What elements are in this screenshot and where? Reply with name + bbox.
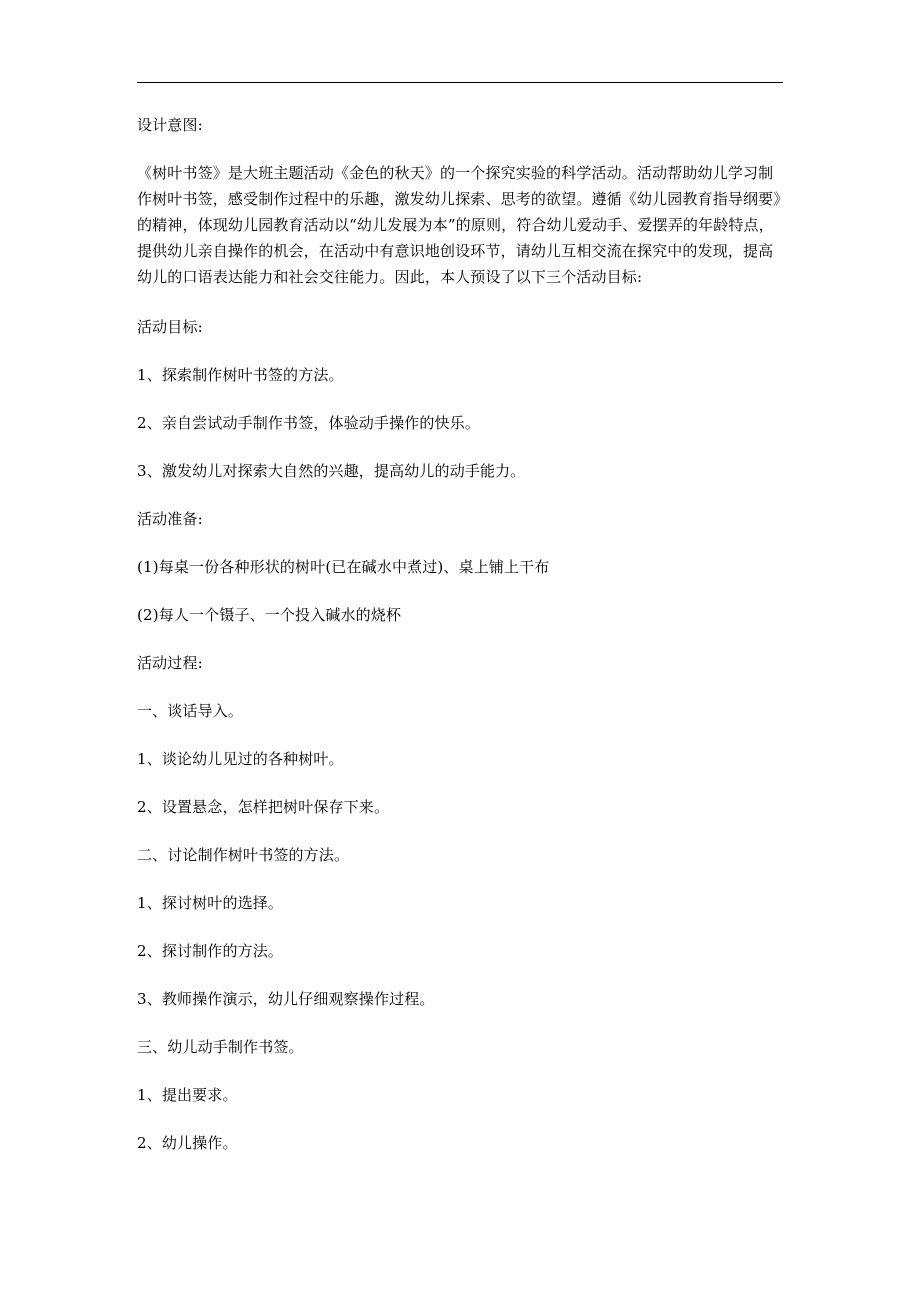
- prep-heading: 活动准备:: [137, 510, 203, 528]
- header-rule: [137, 82, 783, 83]
- goals-heading: 活动目标:: [137, 318, 203, 336]
- process-section: 二、讨论制作树叶书签的方法。: [137, 846, 350, 864]
- design-heading: 设计意图:: [137, 116, 203, 134]
- goal-item: 2、亲自尝试动手制作书签，体验动手操作的快乐。: [137, 414, 480, 432]
- process-step: 1、探讨树叶的选择。: [137, 894, 284, 912]
- prep-item: (1)每桌一份各种形状的树叶(已在碱水中煮过)、桌上铺上干布: [137, 558, 550, 576]
- goal-item: 1、探索制作树叶书签的方法。: [137, 366, 344, 384]
- design-paragraph: 《树叶书签》是大班主题活动《金色的秋天》的一个探究实验的科学活动。活动帮助幼儿学习制作树叶书签，感受制作过程中的乐趣，激发幼儿探索、思考的欲望。遵循《幼儿园教育指导纲要》的精神，体现幼儿园教育活动以“幼儿发展为本”的原则，符合幼儿爱动手、爱摆弄的年龄特点，提供幼儿亲自操作的机会，在活动中有意识地创设环节，请幼儿互相交流在探究中的发现，提高幼儿的口语表达能力和社会交往能力。因此，本人预设了以下三个活动目标:: [137, 164, 781, 286]
- process-step: 2、探讨制作的方法。: [137, 942, 284, 960]
- process-section: 三、幼儿动手制作书签。: [137, 1038, 304, 1056]
- process-step: 2、幼儿操作。: [137, 1134, 238, 1152]
- process-step: 3、教师操作演示，幼儿仔细观察操作过程。: [137, 990, 435, 1008]
- goal-item: 3、激发幼儿对探索大自然的兴趣，提高幼儿的动手能力。: [137, 462, 526, 480]
- prep-item: (2)每人一个镊子、一个投入碱水的烧杯: [137, 606, 402, 624]
- process-section: 一、谈话导入。: [137, 702, 244, 720]
- process-step: 1、谈论幼儿见过的各种树叶。: [137, 750, 344, 768]
- document-body: [137, 112, 785, 1178]
- process-step: 1、提出要求。: [137, 1086, 238, 1104]
- process-heading: 活动过程:: [137, 654, 203, 672]
- process-step: 2、设置悬念，怎样把树叶保存下来。: [137, 798, 390, 816]
